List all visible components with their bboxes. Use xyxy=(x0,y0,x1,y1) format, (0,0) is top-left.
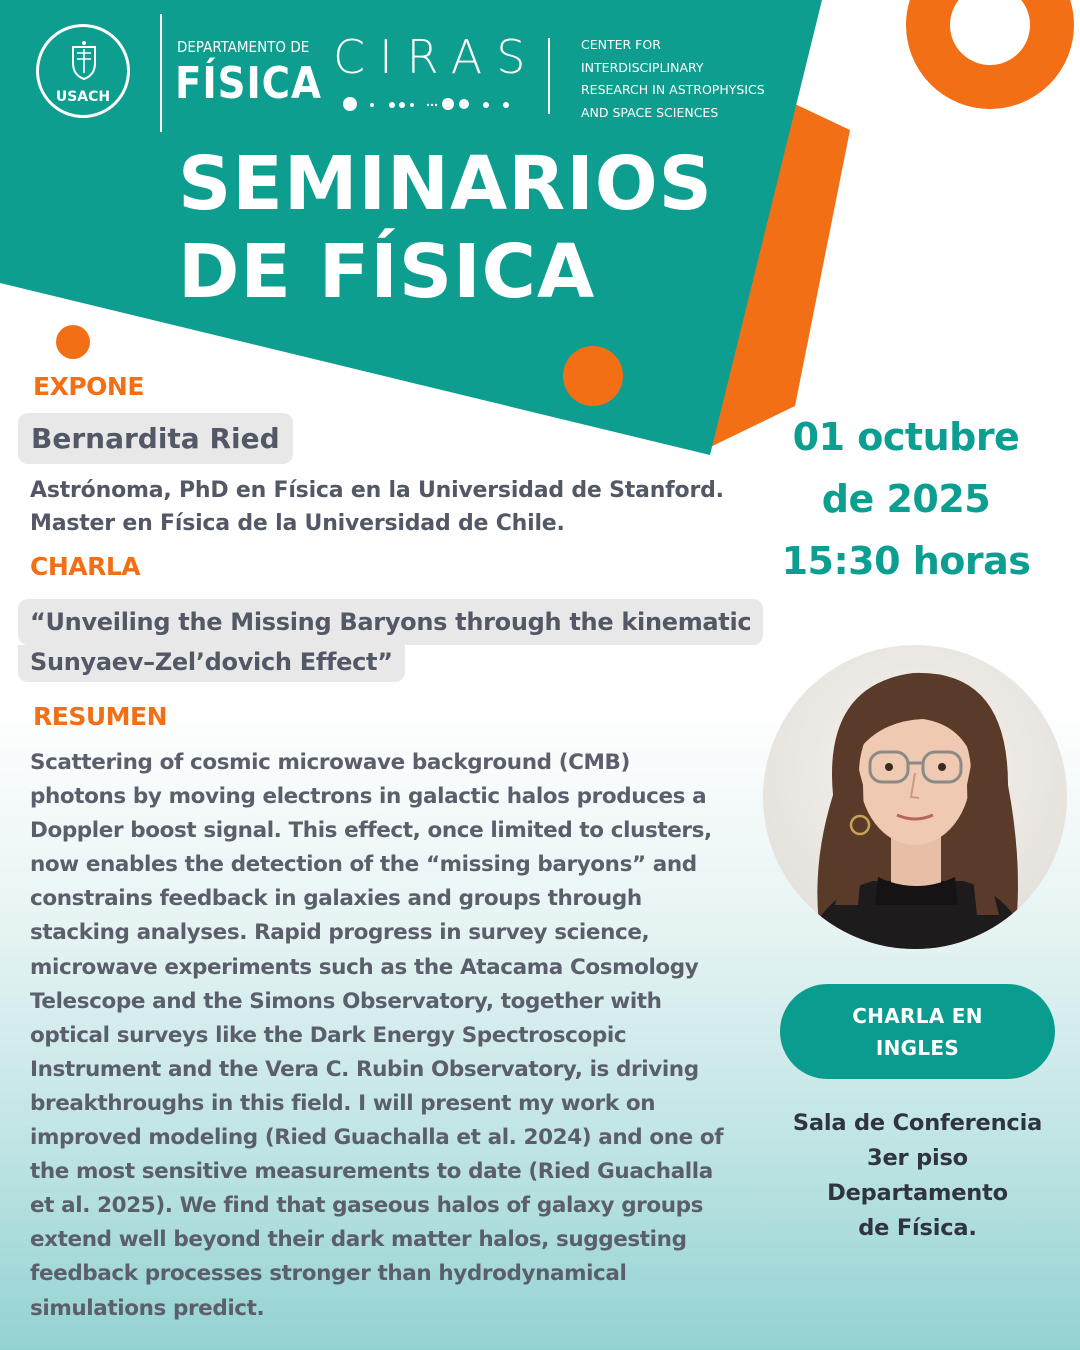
abstract-line: Telescope and the Simons Observatory, together with xyxy=(30,988,662,1014)
header-divider xyxy=(548,38,550,114)
event-date xyxy=(770,406,1042,592)
ciras-description-line: INTERDISCIPLINARY xyxy=(581,59,704,75)
venue-line: Departamento xyxy=(827,1180,1008,1206)
abstract-line: improved modeling (Ried Guachalla et al. 2024) and one of xyxy=(30,1125,724,1151)
orange-dot-decoration xyxy=(56,325,90,359)
abstract-line: microwave experiments such as the Atacama Cosmology xyxy=(30,954,699,980)
abstract-section-label: RESUMEN xyxy=(33,702,168,731)
speaker-bio-line: Astrónoma, PhD en Física en la Universidad de Stanford. xyxy=(30,478,724,503)
talk-title-line: “Unveiling the Missing Baryons through the kinematic xyxy=(18,599,763,645)
abstract-line: photons by moving electrons in galactic halos produces a xyxy=(30,784,707,810)
talk-section-label: CHARLA xyxy=(30,552,141,581)
orange-ring-decoration xyxy=(905,0,1075,110)
abstract-line: constrains feedback in galaxies and groups through xyxy=(30,886,642,912)
venue-line: 3er piso xyxy=(867,1145,968,1171)
ciras-logo: CIRAS xyxy=(333,30,540,84)
department-prefix: DEPARTAMENTO DE xyxy=(177,38,310,56)
ciras-dots-icon xyxy=(340,96,520,112)
title-line: SEMINARIOS xyxy=(178,141,713,227)
abstract-text xyxy=(30,746,770,1326)
usach-crest-icon xyxy=(69,41,99,81)
title-line: DE FÍSICA xyxy=(178,229,596,315)
abstract-line: et al. 2025). We find that gaseous halos of galaxy groups xyxy=(30,1193,704,1219)
abstract-line: feedback processes stronger than hydrodynamical xyxy=(30,1261,627,1287)
abstract-line: breakthroughs in this field. I will present my work on xyxy=(30,1090,656,1116)
language-badge-line: CHARLA EN xyxy=(852,1003,983,1028)
speaker-section-label: EXPONE xyxy=(33,372,144,401)
event-time: 15:30 horas xyxy=(781,539,1031,583)
orange-dot-decoration xyxy=(563,346,623,406)
ciras-description-line: AND SPACE SCIENCES xyxy=(581,104,719,120)
speaker-photo xyxy=(763,645,1067,949)
abstract-line: Instrument and the Vera C. Rubin Observatory, is driving xyxy=(30,1056,699,1082)
ciras-description xyxy=(581,34,765,124)
event-venue xyxy=(775,1106,1060,1246)
speaker-bio-line: Master en Física de la Universidad de Chile. xyxy=(30,511,565,536)
usach-logo xyxy=(36,24,130,118)
language-badge xyxy=(780,984,1055,1079)
usach-logo-text: USACH xyxy=(55,89,111,105)
speaker-bio xyxy=(30,474,770,540)
abstract-line: simulations predict. xyxy=(30,1295,265,1321)
abstract-line: the most sensitive measurements to date (Ried Guachalla xyxy=(30,1159,713,1185)
department-name: FÍSICA xyxy=(175,58,322,109)
header-divider xyxy=(160,14,162,132)
event-date-line: de 2025 xyxy=(821,477,991,521)
event-date-line: 01 octubre xyxy=(792,415,1020,459)
language-badge-line: INGLES xyxy=(875,1035,960,1060)
speaker-portrait-illustration xyxy=(763,645,1067,949)
ciras-description-line: CENTER FOR xyxy=(581,37,661,52)
abstract-line: optical surveys like the Dark Energy Spectroscopic xyxy=(30,1022,627,1048)
abstract-line: stacking analyses. Rapid progress in survey science, xyxy=(30,920,650,946)
talk-title-line: Sunyaev–Zel’dovich Effect” xyxy=(18,645,405,682)
speaker-name: Bernardita Ried xyxy=(18,413,293,464)
abstract-line: extend well beyond their dark matter halos, suggesting xyxy=(30,1227,687,1253)
page-title xyxy=(178,140,713,316)
venue-line: Sala de Conferencia xyxy=(792,1110,1043,1136)
ciras-description-line: RESEARCH IN ASTROPHYSICS xyxy=(581,82,765,97)
abstract-line: Doppler boost signal. This effect, once limited to clusters, xyxy=(30,818,712,844)
venue-line: de Física. xyxy=(858,1215,977,1241)
abstract-line: now enables the detection of the “missing baryons” and xyxy=(30,852,697,878)
abstract-line: Scattering of cosmic microwave background (CMB) xyxy=(30,750,630,775)
